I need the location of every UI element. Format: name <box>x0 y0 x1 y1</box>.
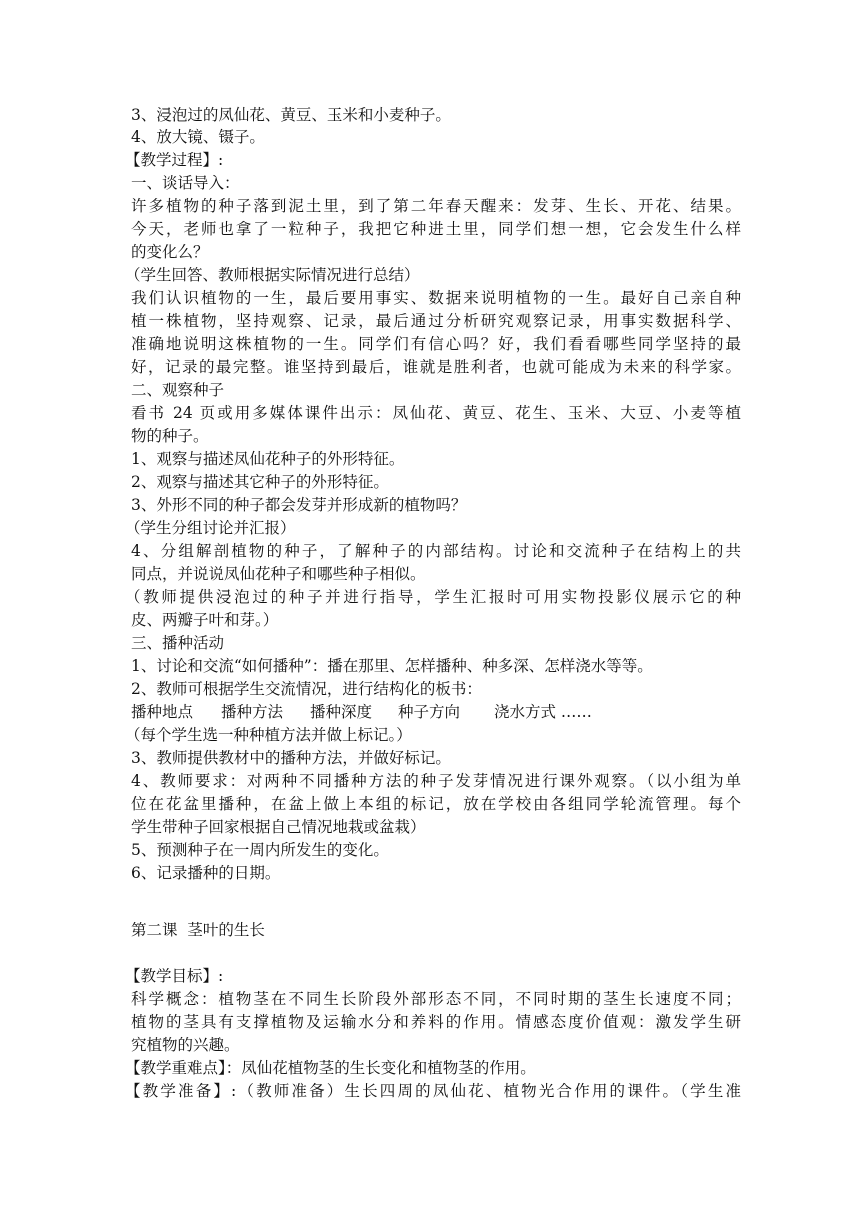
text-line: （每个学生选一种种植方法并做上标记。） <box>125 726 412 744</box>
text-line: 好，记录的最完整。谁坚持到最后，谁就是胜利者，也就可能成为未来的科学家。 <box>131 358 741 376</box>
section-heading: 【教学目标】: <box>125 967 224 985</box>
lesson-title: 第二课 茎叶的生长 <box>131 921 265 939</box>
text-line: （学生回答、教师根据实际情况进行总结） <box>125 266 420 284</box>
text-line: 4、分组解剖植物的种子，了解种子的内部结构。讨论和交流种子在结构上的共 <box>131 542 741 560</box>
text-line: 物的种子。 <box>131 427 209 445</box>
text-line: 3、浸泡过的凤仙花、黄豆、玉米和小麦种子。 <box>131 106 451 124</box>
text-line: 准确地说明这株植物的一生。同学们有信心吗？好，我们看看哪些同学坚持的最 <box>131 335 741 353</box>
text-line: 1、观察与描述凤仙花种子的外形特征。 <box>131 450 405 468</box>
text-line: 同点，并说说凤仙花种子和哪些种子相似。 <box>131 565 426 583</box>
text-line: 究植物的兴趣。 <box>131 1036 240 1054</box>
text-line: 位在花盆里播种，在盆上做上本组的标记，放在学校由各组同学轮流管理。每个 <box>131 795 741 813</box>
text-line: （教师提供浸泡过的种子并进行指导，学生汇报时可用实物投影仪展示它的种 <box>125 588 741 606</box>
text-line: 我们认识植物的一生，最后要用事实、数据来说明植物的一生。最好自己亲自种 <box>131 289 741 307</box>
text-line: 1、讨论和交流“如何播种”：播在那里、怎样播种、种多深、怎样浇水等等。 <box>131 657 653 675</box>
section-heading: 三、播种活动 <box>131 634 225 652</box>
text-line: 植一株植物，坚持观察、记录，最后通过分析研究观察记录，用事实数据科学、 <box>131 312 741 330</box>
text-line: 植物的茎具有支撑植物及运输水分和养料的作用。情感态度价值观：激发学生研 <box>131 1013 741 1031</box>
text-line: 2、教师可根据学生交流情况，进行结构化的板书： <box>131 680 482 698</box>
text-line: 4、教师要求：对两种不同播种方法的种子发芽情况进行课外观察。（以小组为单 <box>131 772 741 790</box>
text-line: 3、教师提供教材中的播种方法，并做好标记。 <box>131 749 451 767</box>
text-line: 6、记录播种的日期。 <box>131 864 281 882</box>
board-column: 浇水方式 …… <box>494 703 592 721</box>
text-line: 3、外形不同的种子都会发芽并形成新的植物吗？ <box>131 496 467 514</box>
text-line: 许多植物的种子落到泥土里，到了第二年春天醒来：发芽、生长、开花、结果。 <box>131 197 741 215</box>
board-column: 播种地点 <box>131 703 194 721</box>
text-line: 看书 24 页或用多媒体课件出示：凤仙花、黄豆、花生、玉米、大豆、小麦等植 <box>131 404 741 422</box>
text-line: 的变化么？ <box>131 243 209 261</box>
section-heading: 【教学过程】: <box>125 151 224 169</box>
text-line: 今天，老师也拿了一粒种子，我把它种进土里，同学们想一想，它会发生什么样 <box>131 220 741 238</box>
text-line: 皮、两瓣子叶和芽。） <box>131 611 279 629</box>
text-line: 5、预测种子在一周内所发生的变化。 <box>131 841 389 859</box>
text-line: 科学概念：植物茎在不同生长阶段外部形态不同，不同时期的茎生长速度不同； <box>131 990 741 1008</box>
board-column: 种子方向 <box>398 703 461 721</box>
board-column: 播种方法 <box>221 703 284 721</box>
board-columns <box>131 701 741 723</box>
section-heading: 一、谈话导入： <box>131 174 240 192</box>
text-line: 学生带种子回家根据自己情况地栽或盆栽） <box>131 818 426 836</box>
text-line: 【教学准备】:（教师准备）生长四周的凤仙花、植物光合作用的课件。（学生准 <box>125 1082 741 1100</box>
section-heading: 二、观察种子 <box>131 381 225 399</box>
board-column: 播种深度 <box>310 703 373 721</box>
text-line: 【教学重难点】：凤仙花植物茎的生长变化和植物茎的作用。 <box>125 1059 536 1077</box>
text-line: （学生分组讨论并汇报） <box>125 519 296 537</box>
text-line: 4、放大镜、镊子。 <box>131 128 265 146</box>
text-line: 2、观察与描述其它种子的外形特征。 <box>131 473 389 491</box>
